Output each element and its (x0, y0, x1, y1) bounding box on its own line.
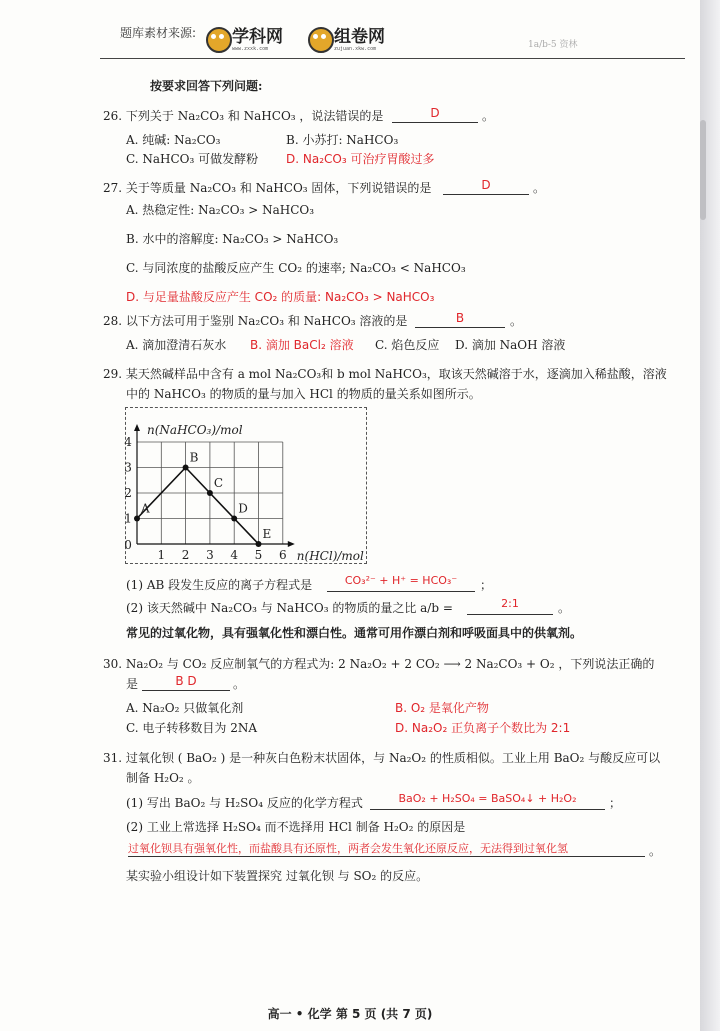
q31-sub1: (1) 写出 BaO₂ 与 H₂SO₄ 反应的化学方程式 (126, 796, 363, 810)
q30-end: 。 (233, 677, 246, 691)
peroxide-note: 常见的过氧化物，具有强氧化性和漂白性。通常可用作漂白剂和呼吸面具中的供氧剂。 (126, 626, 583, 640)
logo-zujuan-url: zujuan.xkw.com (334, 46, 377, 52)
q27-answer: D (481, 178, 491, 192)
q28-option-a: A. 滴加澄清石灰水 (126, 338, 227, 352)
logo-zujuan: 组卷网 (334, 27, 385, 47)
x-axis-arrow-icon (288, 541, 295, 547)
q26-option-d: D. Na₂CO₃ 可治疗胃酸过多 (286, 152, 435, 166)
q27-option-b: B. 水中的溶解度: Na₂CO₃ > NaHCO₃ (126, 232, 339, 246)
q29-line1: 29. 某天然碱样品中含有 a mol Na₂CO₃和 b mol NaHCO₃，取该天然碱溶于水，逐滴加入稀盐酸，溶液 (103, 367, 667, 381)
owl-logo-icon (308, 27, 334, 53)
point-label: C (213, 476, 224, 490)
q28-option-c: C. 焰色反应 (375, 338, 440, 352)
q30-answer: B D (175, 674, 197, 688)
q30-option-b: B. O₂ 是氧化产物 (395, 701, 489, 715)
q29-line2: 中的 NaHCO₃ 的物质的量与加入 HCl 的物质的量关系如图所示。 (126, 387, 481, 401)
source-label: 题库素材来源: (120, 26, 197, 40)
x-axis-label: n(HCl)/mol (296, 549, 364, 563)
q28-option-d: D. 滴加 NaOH 溶液 (455, 338, 566, 352)
x-tick-label: 3 (206, 548, 214, 562)
q27-option-a: A. 热稳定性: Na₂CO₃ > NaHCO₃ (126, 203, 315, 217)
q27-stem: 27. 关于等质量 Na₂CO₃ 和 NaHCO₃ 固体，下列说错误的是 (103, 181, 432, 195)
q27-blank (443, 194, 529, 195)
point-label: D (238, 501, 248, 516)
q29-sub2: (2) 该天然碱中 Na₂CO₃ 与 NaHCO₃ 的物质的量之比 a/b = (126, 601, 453, 615)
q29-answer2: 2:1 (501, 597, 519, 610)
q26-blank (392, 122, 478, 123)
q26-end: 。 (482, 109, 495, 123)
y-tick-label: 3 (124, 460, 132, 475)
q31-end1: ； (609, 796, 622, 810)
q28-option-b: B. 滴加 BaCl₂ 溶液 (250, 338, 354, 352)
data-point (207, 490, 213, 496)
y-tick-label: 1 (124, 511, 132, 526)
q28-stem: 28. 以下方法可用于鉴别 Na₂CO₃ 和 NaHCO₃ 溶液的是 (103, 314, 408, 328)
owl-logo-icon (206, 27, 232, 53)
q30-option-c: C. 电子转移数目为 2NA (126, 721, 257, 735)
q31-blank1 (370, 809, 605, 810)
q30-option-d: D. Na₂O₂ 正负离子个数比为 2:1 (395, 721, 571, 735)
x-tick-label: 2 (181, 548, 190, 562)
y-tick-label: 2 (124, 486, 132, 500)
q26-option-a: A. 纯碱: Na₂CO₃ (126, 133, 221, 147)
data-point (183, 465, 189, 471)
nahco3-chart (125, 407, 370, 567)
q31-sub2: (2) 工业上常选择 H₂SO₄ 而不选择用 HCl 制备 H₂O₂ 的原因是 (126, 820, 466, 834)
y-axis-arrow-icon (134, 424, 140, 431)
q29-blank2 (467, 614, 553, 615)
q31-line2: 制备 H₂O₂ 。 (126, 771, 200, 785)
y-axis-label: n(NaHCO₃)/mol (147, 423, 243, 437)
q28-blank (415, 327, 505, 328)
q31-last: 某实验小组设计如下装置探究 过氧化钡 与 SO₂ 的反应。 (126, 869, 429, 883)
y-tick-label: 4 (124, 435, 132, 449)
q31-end2: 。 (649, 844, 662, 858)
q30-blank (142, 690, 230, 691)
header-faint-text: 1a/b-5 资林 (528, 40, 578, 50)
page-footer: 高一 • 化学 第 5 页 (共 7 页) (267, 1007, 433, 1021)
logo-xueke-url: www.zxxk.com (232, 46, 269, 52)
q29-sub1: (1) AB 段发生反应的离子方程式是 (126, 578, 313, 592)
x-tick-label: 5 (254, 548, 263, 562)
q26-option-b: B. 小苏打: NaHCO₃ (286, 133, 399, 147)
q29-blank1 (327, 591, 475, 592)
q31-line1: 31. 过氧化钡 ( BaO₂ ) 是一种灰白色粉末状固体，与 Na₂O₂ 的性质相似。工业上用 BaO₂ 与酸反应可以 (103, 751, 661, 765)
q27-end: 。 (533, 181, 546, 195)
q26-option-c: C. NaHCO₃ 可做发酵粉 (126, 152, 259, 166)
q27-option-c: C. 与同浓度的盐酸反应产生 CO₂ 的速率; Na₂CO₃ < NaHCO₃ (126, 261, 466, 275)
q31-answer1: BaO₂ + H₂SO₄ = BaSO₄↓ + H₂O₂ (398, 792, 577, 805)
q30-line2: 是 (126, 677, 139, 691)
q30-line1: 30. Na₂O₂ 与 CO₂ 反应制氧气的方程式为: 2 Na₂O₂ + 2 CO₂ ⟶ 2 Na₂CO₃ + O₂ ，下列说法正确的 (103, 657, 655, 671)
point-label: B (189, 450, 199, 465)
point-label: E (262, 527, 272, 541)
page-edge-shadow (700, 0, 720, 1031)
q29-end2: 。 (558, 601, 571, 615)
q29-end1: ； (480, 578, 493, 592)
x-tick-label: 4 (230, 548, 239, 562)
q30-option-a: A. Na₂O₂ 只做氧化剂 (126, 701, 244, 715)
q27-option-d: D. 与足量盐酸反应产生 CO₂ 的质量: Na₂CO₃ > NaHCO₃ (126, 290, 435, 304)
q31-blank2 (128, 856, 645, 857)
x-tick-label: 6 (278, 548, 287, 562)
x-tick-label: 1 (157, 548, 166, 562)
header-rule (100, 58, 685, 59)
q26-answer: D (430, 106, 440, 120)
data-point (256, 541, 262, 547)
point-label: A (141, 501, 150, 516)
logo-xueke: 学科网 (232, 27, 283, 47)
q28-answer: B (455, 311, 465, 325)
data-point (231, 516, 237, 522)
q28-end: 。 (510, 314, 523, 328)
q29-answer1: CO₃²⁻ + H⁺ = HCO₃⁻ (344, 574, 458, 587)
data-point (134, 516, 140, 522)
section-intro: 按要求回答下列问题: (150, 79, 263, 93)
q26-stem: 26. 下列关于 Na₂CO₃ 和 NaHCO₃ ，说法错误的是 (103, 109, 384, 123)
origin-label: 0 (124, 538, 132, 552)
q31-answer2: 过氧化钡具有强氧化性，而盐酸具有还原性，两者会发生氧化还原反应，无法得到过氧化氢 (128, 842, 568, 855)
